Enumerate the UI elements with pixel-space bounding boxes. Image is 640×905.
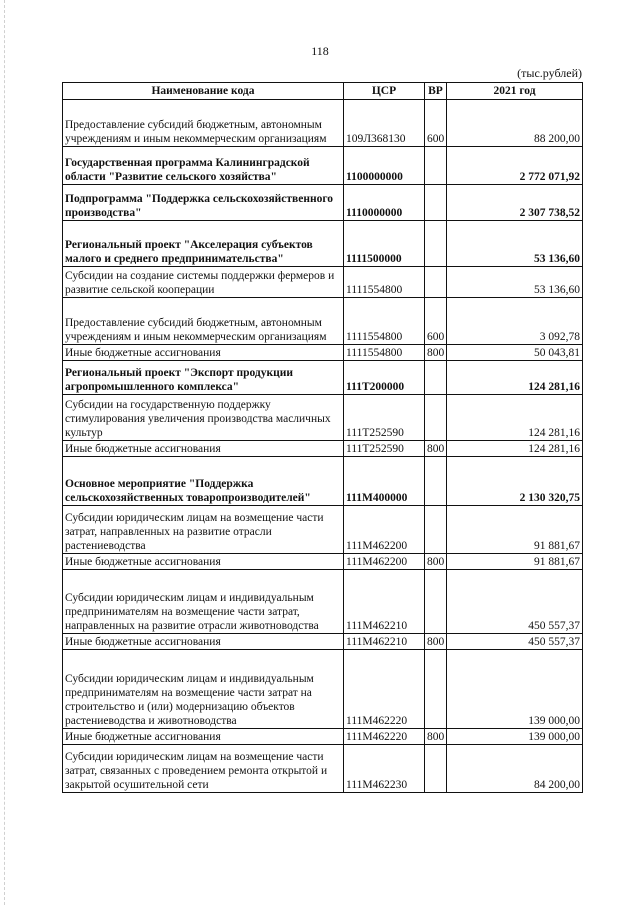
table-row [63, 267, 583, 298]
table-body [63, 100, 583, 793]
header-year: 2021 год [447, 83, 583, 100]
row-csr: 111M462230 [344, 745, 425, 793]
row-name: Иные бюджетные ассигнования [63, 441, 344, 457]
row-name: Предоставление субсидий бюджетным, автономным учреждениям и иным некоммерческим организациям [63, 100, 344, 147]
row-csr: 1100000000 [344, 147, 425, 185]
table-row [63, 298, 583, 345]
row-amount: 2 307 738,52 [447, 185, 583, 221]
header-name: Наименование кода [63, 83, 344, 100]
table-row [63, 441, 583, 457]
row-csr: 111M462220 [344, 729, 425, 745]
row-vr: 800 [425, 729, 447, 745]
table-row [63, 185, 583, 221]
row-amount: 124 281,16 [447, 361, 583, 395]
row-vr: 800 [425, 554, 447, 570]
row-vr [425, 361, 447, 395]
row-vr [425, 267, 447, 298]
header-csr: ЦСР [344, 83, 425, 100]
table-row [63, 729, 583, 745]
row-csr: 109Л368130 [344, 100, 425, 147]
row-amount: 53 136,60 [447, 267, 583, 298]
row-name: Подпрограмма "Поддержка сельскохозяйственного производства" [63, 185, 344, 221]
row-vr [425, 457, 447, 506]
table-row [63, 361, 583, 395]
row-csr: 1111554800 [344, 267, 425, 298]
table-row [63, 650, 583, 729]
row-amount: 50 043,81 [447, 345, 583, 361]
table-row [63, 100, 583, 147]
scan-edge-mark [4, 0, 5, 905]
row-csr: 111T252590 [344, 441, 425, 457]
row-csr: 111M462210 [344, 634, 425, 650]
row-vr [425, 650, 447, 729]
row-name: Субсидии юридическим лицам и индивидуальным предпринимателям на возмещение части затрат на строительство и (или) модернизацию объектов растениеводства и животноводства [63, 650, 344, 729]
row-name: Государственная программа Калининградской области "Развитие сельского хозяйства" [63, 147, 344, 185]
table-row [63, 506, 583, 554]
row-amount: 53 136,60 [447, 221, 583, 267]
table-row [63, 634, 583, 650]
row-amount: 124 281,16 [447, 441, 583, 457]
row-name: Основное мероприятие "Поддержка сельскохозяйственных товаропроизводителей" [63, 457, 344, 506]
row-name: Иные бюджетные ассигнования [63, 345, 344, 361]
row-name: Субсидии юридическим лицам на возмещение части затрат, связанных с проведением ремонта открытой и закрытой осушительной сети [63, 745, 344, 793]
row-csr: 111M462200 [344, 506, 425, 554]
row-name: Иные бюджетные ассигнования [63, 729, 344, 745]
row-amount: 84 200,00 [447, 745, 583, 793]
row-vr [425, 185, 447, 221]
table-row [63, 745, 583, 793]
row-csr: 1111554800 [344, 298, 425, 345]
row-csr: 111M400000 [344, 457, 425, 506]
row-vr: 800 [425, 634, 447, 650]
row-name: Предоставление субсидий бюджетным, автономным учреждениям и иным некоммерческим организациям [63, 298, 344, 345]
row-amount: 450 557,37 [447, 570, 583, 634]
row-amount: 88 200,00 [447, 100, 583, 147]
row-vr [425, 506, 447, 554]
row-name: Субсидии юридическим лицам на возмещение части затрат, направленных на развитие отрасли растениеводства [63, 506, 344, 554]
row-amount: 2 772 071,92 [447, 147, 583, 185]
row-vr: 800 [425, 441, 447, 457]
row-name: Субсидии на создание системы поддержки фермеров и развитие сельской кооперации [63, 267, 344, 298]
row-vr [425, 221, 447, 267]
table-row [63, 395, 583, 441]
table-row [63, 147, 583, 185]
row-name: Иные бюджетные ассигнования [63, 634, 344, 650]
row-name: Иные бюджетные ассигнования [63, 554, 344, 570]
row-name: Субсидии юридическим лицам и индивидуальным предпринимателям на возмещение части затрат, направленных на развитие отрасли животноводства [63, 570, 344, 634]
row-amount: 450 557,37 [447, 634, 583, 650]
table-header-row [63, 83, 583, 100]
row-vr [425, 745, 447, 793]
header-vr: ВР [425, 83, 447, 100]
row-amount: 124 281,16 [447, 395, 583, 441]
row-csr: 111M462200 [344, 554, 425, 570]
row-vr: 600 [425, 298, 447, 345]
row-vr [425, 147, 447, 185]
page-number: 118 [311, 44, 329, 58]
row-name: Региональный проект "Акселерация субъектов малого и среднего предпринимательства" [63, 221, 344, 267]
row-csr: 1111500000 [344, 221, 425, 267]
row-vr [425, 570, 447, 634]
row-csr: 111M462220 [344, 650, 425, 729]
row-csr: 1110000000 [344, 185, 425, 221]
row-amount: 3 092,78 [447, 298, 583, 345]
row-csr: 111T252590 [344, 395, 425, 441]
row-amount: 91 881,67 [447, 506, 583, 554]
row-name: Субсидии на государственную поддержку стимулирования увеличения производства масличных культур [63, 395, 344, 441]
table-row [63, 570, 583, 634]
units-label: (тыс.рублей) [517, 66, 582, 80]
row-amount: 139 000,00 [447, 650, 583, 729]
row-amount: 91 881,67 [447, 554, 583, 570]
row-vr: 800 [425, 345, 447, 361]
row-amount: 2 130 320,75 [447, 457, 583, 506]
row-amount: 139 000,00 [447, 729, 583, 745]
row-csr: 1111554800 [344, 345, 425, 361]
row-csr: 111T200000 [344, 361, 425, 395]
table-row [63, 221, 583, 267]
row-vr: 600 [425, 100, 447, 147]
row-name: Региональный проект "Экспорт продукции агропромышленного комплекса" [63, 361, 344, 395]
table-row [63, 345, 583, 361]
row-csr: 111M462210 [344, 570, 425, 634]
table-row [63, 457, 583, 506]
row-vr [425, 395, 447, 441]
table-row [63, 554, 583, 570]
budget-table [62, 82, 583, 793]
